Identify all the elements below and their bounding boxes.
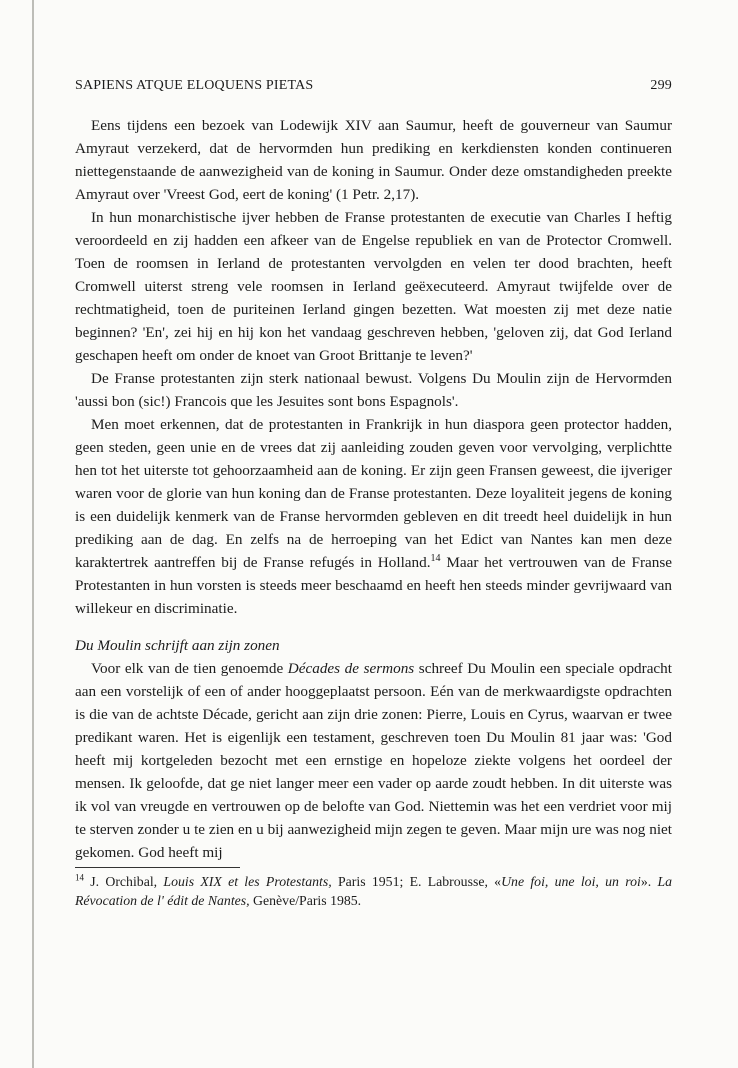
footnote-reference: 14 (430, 552, 441, 564)
footnote-divider (75, 867, 240, 868)
paragraph-4 (75, 413, 672, 620)
paragraph-text: De Franse protestanten zijn sterk nationaal bewust. Volgens Du Moulin zijn de Hervormden 'aussi bon (sic!) Francois que les Jesuites sont bons Espagnols'. (75, 370, 672, 410)
footnote-text: Paris 1951; E. Labrousse, « (331, 874, 502, 889)
footnote-text: ». (640, 874, 658, 889)
paragraph-text: Voor elk van de tien genoemde (91, 660, 288, 677)
footnote-italic-title: Une foi, une loi, un roi (501, 874, 641, 889)
paragraph-text: In hun monarchistische ijver hebben de Franse protestanten de executie van Charles I heftig veroordeeld en zij hadden een afkeer van de Engelse republiek en van de Protector Cromwell. Toen de roomsen in Ierland de protestanten vervolgden en velen ter dood brachten, heeft Cromwell uiterst streng vele roomsen in Ierland geëxecuteerd. Amyraut twijfelde over de rechtmatigheid, toen de puriteinen Ierland gingen bezetten. Wat moesten zij met deze natie beginnen? 'En', zei hij en hij kon het vandaag geschreven hebben, 'geloven zij, dat God Ierland geschapen heeft om onder de knoet van Groot Brittanje te leven?' (75, 209, 672, 364)
paragraph-2 (75, 206, 672, 367)
footnote (75, 872, 672, 910)
running-head (75, 78, 672, 100)
paragraph-text: Maar het vertrouwen van de Franse Protestanten in hun vorsten is steeds meer beschaamd en heeft hen steeds minder gevrijwaard van willekeur en discriminatie. (75, 554, 672, 617)
italic-title: Décades de sermons (287, 660, 415, 677)
footnote-number: 14 (75, 872, 84, 883)
footnote-italic-title: Louis XIX et les Protestants, (163, 874, 332, 889)
body-text (75, 114, 672, 864)
section-heading: Du Moulin schrijft aan zijn zonen (75, 637, 280, 654)
section-paragraph (75, 657, 672, 864)
paragraph-text: Eens tijdens een bezoek van Lodewijk XIV aan Saumur, heeft de gouverneur van Saumur Amyraut verzekerd, dat de hervormden hun prediking en kerkdiensten konden continueren niettegenstaande de aanwezigheid van de koning in Saumur. Onder deze omstandigheden preekte Amyraut over 'Vreest God, eert de koning' (1 Petr. 2,17). (75, 117, 672, 203)
page-content (75, 78, 672, 910)
paragraph-1 (75, 114, 672, 206)
footnote-italic-title: La Révocation de l' édit de Nantes, (75, 874, 673, 908)
paragraph-text: Men moet erkennen, dat de protestanten in Frankrijk in hun diaspora geen protector hadden, geen steden, geen unie en de vrees dat zij aanleiding zouden geven voor vervolging, verplichtte hen tot het uiterste tot gehoorzaamheid aan de koning. Er zijn geen Fransen geweest, die ijveriger waren voor de glorie van hun koning dan de Franse protestanten. Deze loyaliteit jegens de koning is een duidelijk kenmerk van de Franse hervormden gebleven en dit treedt heel duidelijk in hun prediking aan de dag. En zelfs na de herroeping van het Edict van Nantes kan men deze karaktertrek aantreffen bij de Franse refugés in Holland. (75, 416, 672, 571)
paragraph-text: schreef Du Moulin een speciale opdracht aan een vorstelijk of een of ander hooggeplaatst persoon. Eén van de merkwaardigste opdrachten is die van de achtste Décade, gericht aan zijn drie zonen: Pierre, Louis en Cyrus, waarvan er twee predikant waren. Het is eigenlijk een testament, geschreven toen Du Moulin 81 jaar was: 'God heeft mij kortgeleden bezocht met een ernstige en hopeloze ziekte volgens het oordeel der mensen. Ik geloofde, dat ge niet langer meer een vader op aarde zoudt hebben. In dit uiterste was ik vol van vreugde en vertrouwen op de belofte van God. Niettemin was het een verdriet voor mij te sterven zonder u te zien en u bij aanwezigheid mijn zegen te geven. Maar mijn ure was nog niet gekomen. God heeft mij (75, 660, 672, 861)
paragraph-3 (75, 367, 672, 413)
footnote-text: J. Orchibal, (84, 874, 164, 889)
page-number: 299 (650, 78, 672, 93)
page-edge-shadow (32, 0, 34, 1068)
footnote-text: Genève/Paris 1985. (249, 893, 362, 908)
running-head-title: SAPIENS ATQUE ELOQUENS PIETAS (75, 78, 314, 93)
